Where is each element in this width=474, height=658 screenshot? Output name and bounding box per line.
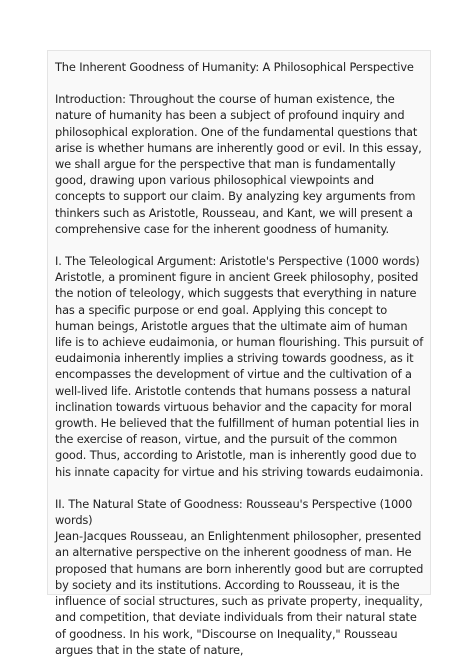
document-title: The Inherent Goodness of Humanity: A Philosophical Perspective xyxy=(55,60,414,74)
section-aristotle-heading: I. The Teleological Argument: Aristotle's Perspective (1000 words) xyxy=(55,254,420,269)
section-aristotle-body: Aristotle, a prominent figure in ancient Greek philosophy, posited the notion of teleology, which suggests that everything in nature has a specific purpose or end goal. Applying this concept to human beings, Aristotle argues that the ultimate aim of human life is to achieve eudaimonia, or human flourishing. This pursuit of eudaimonia inherently implies a striving towards goodness, as it encompasses the development of virtue and the cultivation of a well-lived life. Aristotle contends that humans possess a natural inclination towards virtuous behavior and the capacity for moral growth. He believed that the fulfillment of human potential lies in the exercise of reason, virtue, and the pursuit of the common good. Thus, according to Aristotle, man is inherently good due to his innate capacity for virtue and his striving towards eudaimonia. xyxy=(55,270,424,479)
section-aristotle xyxy=(55,253,424,480)
document-page xyxy=(47,50,431,657)
section-rousseau-heading: II. The Natural State of Goodness: Rousseau's Perspective (1000 words) xyxy=(55,496,413,528)
section-rousseau-body: Jean-Jacques Rousseau, an Enlightenment philosopher, presented an alternative perspective on the inherent goodness of man. He proposed that humans are born inherently good but are corrupted by society and its institutions. According to Rousseau, it is the influence of social structures, such as private property, inequality, and competition, that deviate individuals from their natural state of goodness. In his work, "Discourse on Inequality," Rousseau argues that in the state of nature, xyxy=(55,529,424,657)
introduction-paragraph: Introduction: Throughout the course of human existence, the nature of humanity has been a subject of profound inquiry and philosophical exploration. One of the fundamental questions that arise is whether humans are inherently good or evil. In this essay, we shall argue for the perspective that man is fundamentally good, drawing upon various philosophical viewpoints and concepts to support our claim. By analyzing key arguments from thinkers such as Aristotle, Rousseau, and Kant, we will present a comprehensive case for the inherent goodness of humanity. xyxy=(55,92,422,236)
section-rousseau xyxy=(55,496,424,658)
